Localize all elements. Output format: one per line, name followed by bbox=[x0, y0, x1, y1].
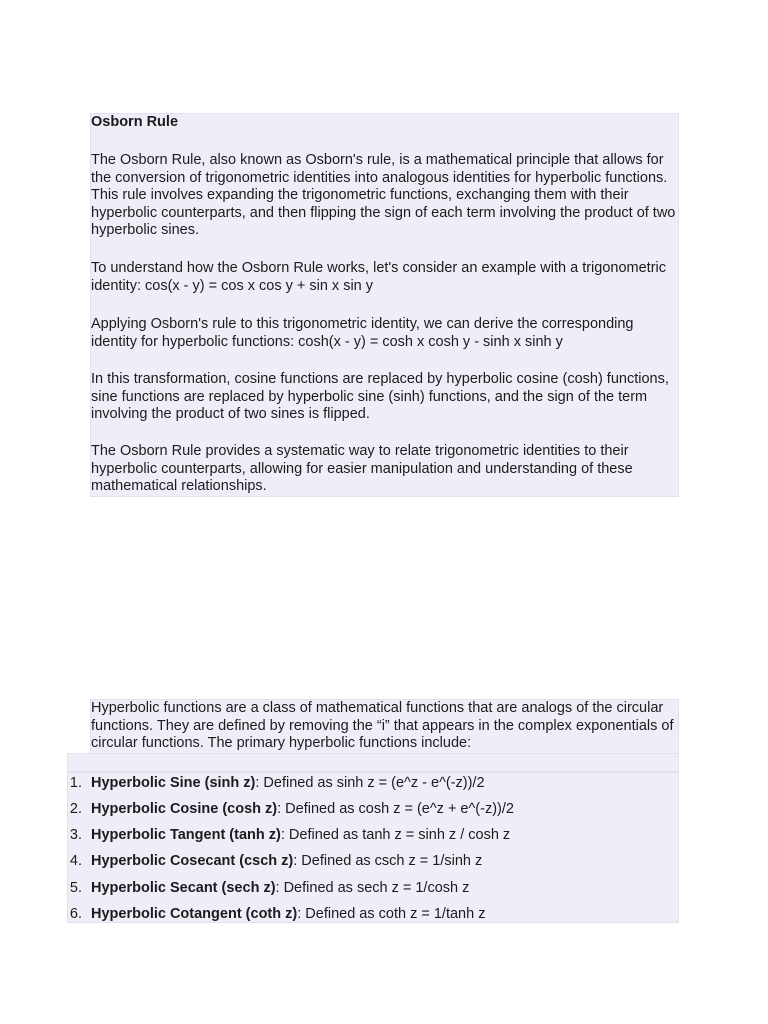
list-text bbox=[91, 799, 514, 819]
function-name: Hyperbolic Sine (sinh z) bbox=[91, 775, 256, 791]
list-text bbox=[91, 773, 485, 793]
function-name: Hyperbolic Cotangent (coth z) bbox=[91, 906, 298, 922]
osborn-rule-section bbox=[90, 113, 679, 497]
paragraph-conclusion: The Osborn Rule provides a systematic way to relate trigonometric identities to their hyperbolic counterparts, allowing for easier manipulation and understanding of these mathematical relationships. bbox=[91, 443, 633, 495]
list-number: 5. bbox=[69, 880, 82, 896]
section-title: Osborn Rule bbox=[91, 114, 179, 130]
paragraph-application: Applying Osborn's rule to this trigonometric identity, we can derive the corresponding identity for hyperbolic functions: cosh(x - y) = cosh x cosh y - sinh x sinh y bbox=[91, 316, 634, 350]
paragraph-transformation: In this transformation, cosine functions are replaced by hyperbolic cosine (cosh) functions, sine functions are replaced by hyperbolic sine (sinh) functions, and the sign of the term involving the product of two sines is flipped. bbox=[91, 371, 669, 423]
function-definition: : Defined as coth z = 1/tanh z bbox=[297, 906, 486, 922]
function-name: Hyperbolic Cosecant (csch z) bbox=[91, 853, 294, 869]
spacer-strip bbox=[67, 753, 679, 772]
paragraph-example: To understand how the Osborn Rule works, let's consider an example with a trigonometric identity: cos(x - y) = cos x cos y + sin x sin y bbox=[91, 260, 666, 294]
list-text bbox=[91, 878, 469, 898]
function-definition: : Defined as cosh z = (e^z + e^(-z))/2 bbox=[277, 801, 514, 817]
function-name: Hyperbolic Tangent (tanh z) bbox=[91, 827, 281, 843]
list-number: 4. bbox=[69, 853, 82, 869]
list-number: 1. bbox=[69, 775, 82, 791]
list-item bbox=[68, 825, 680, 845]
list-text bbox=[91, 825, 510, 845]
list-text bbox=[91, 851, 482, 871]
list-item bbox=[68, 851, 680, 871]
hyperbolic-functions-list bbox=[67, 772, 679, 923]
function-definition: : Defined as tanh z = sinh z / cosh z bbox=[280, 827, 511, 843]
hyperbolic-intro-section bbox=[90, 699, 679, 754]
list-number: 6. bbox=[69, 906, 82, 922]
list-number: 3. bbox=[69, 827, 82, 843]
function-definition: : Defined as sinh z = (e^z - e^(-z))/2 bbox=[255, 775, 485, 791]
list-item bbox=[68, 904, 680, 924]
list-text bbox=[91, 904, 485, 924]
function-name: Hyperbolic Cosine (cosh z) bbox=[91, 801, 278, 817]
list-item bbox=[68, 799, 680, 819]
list-number: 2. bbox=[69, 801, 82, 817]
hyperbolic-intro-paragraph: Hyperbolic functions are a class of mathematical functions that are analogs of the circular functions. They are defined by removing the “i” that appears in the complex exponentials of circular functions. The primary hyperbolic functions include: bbox=[91, 700, 674, 752]
list-item bbox=[68, 773, 680, 793]
list-item bbox=[68, 878, 680, 898]
paragraph-definition: The Osborn Rule, also known as Osborn's rule, is a mathematical principle that allows for the conversion of trigonometric identities into analogous identities for hyperbolic functions. This rule involves expanding the trigonometric functions, exchanging them with their hyperbolic counterparts, and then flipping the sign of each term involving the product of two hyperbolic sines. bbox=[91, 152, 676, 239]
function-definition: : Defined as csch z = 1/sinh z bbox=[293, 853, 483, 869]
function-definition: : Defined as sech z = 1/cosh z bbox=[275, 880, 470, 896]
function-name: Hyperbolic Secant (sech z) bbox=[91, 880, 276, 896]
